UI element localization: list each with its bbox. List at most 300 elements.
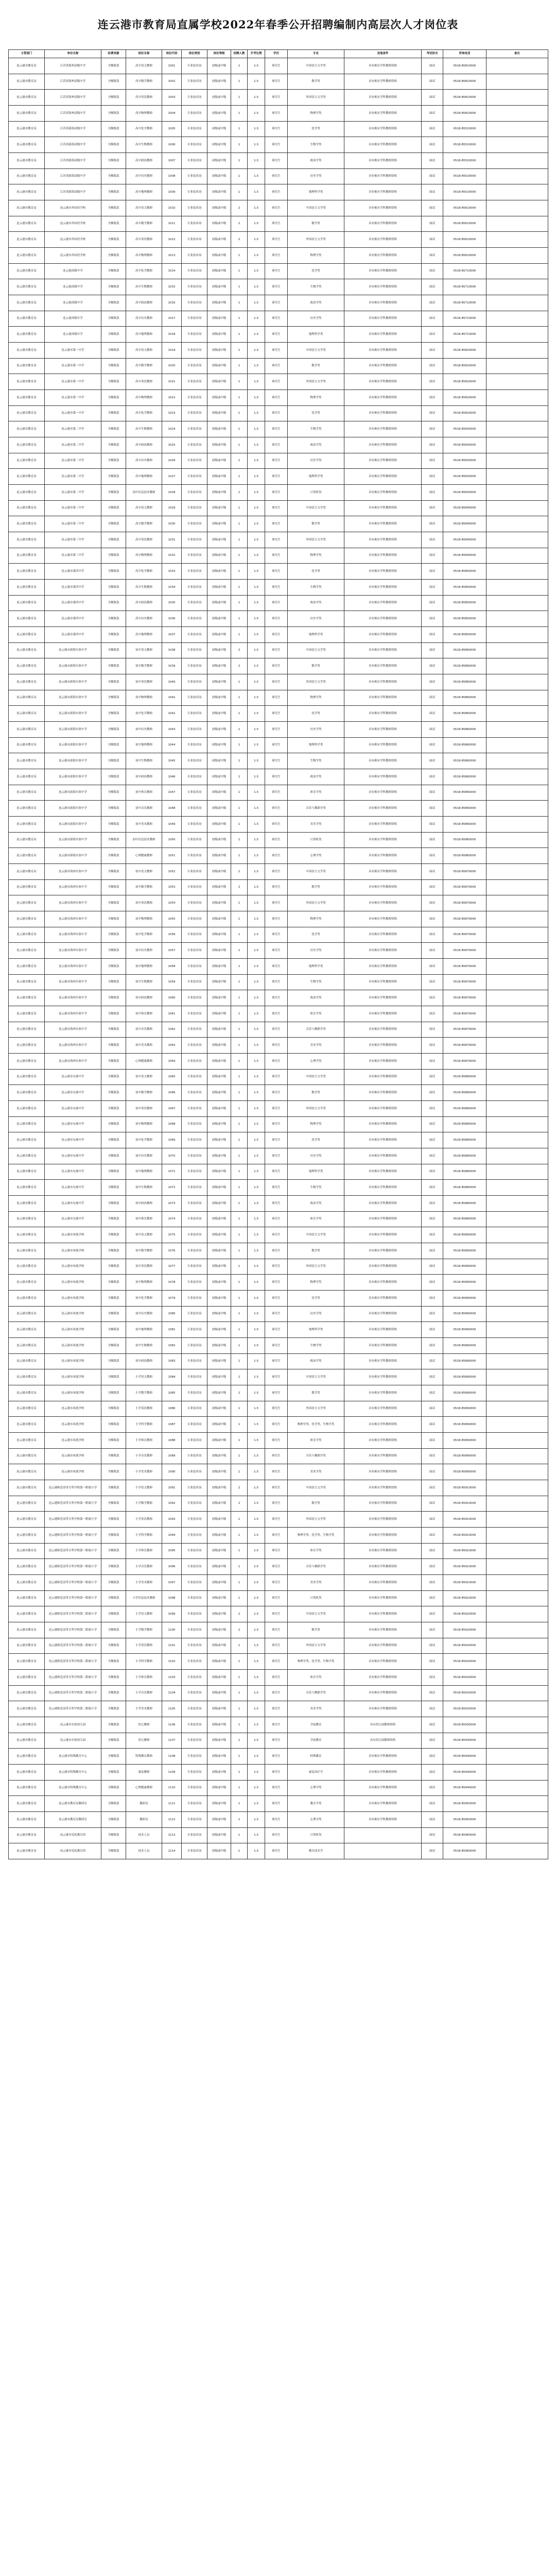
other-cell: 具有相应学科教师资格 — [344, 1227, 422, 1243]
count-cell: 2 — [231, 1480, 248, 1496]
ratio-cell: 1:3 — [248, 1622, 265, 1638]
contact-cell: 0518-85920000 — [443, 1606, 486, 1622]
other-cell: 具有相应学科教师资格 — [344, 1528, 422, 1544]
contact-cell: 0518-85920000 — [443, 1654, 486, 1670]
contact-cell: 0518-85820000 — [443, 343, 486, 359]
employer-cell: 连云港市电化教育馆 — [45, 1843, 101, 1859]
other-cell: 具有相应学科教师资格 — [344, 122, 422, 137]
employer-cell: 连云港市东港中学 — [45, 1117, 101, 1132]
employer-cell: 连云港市东港中学 — [45, 1148, 101, 1164]
post-level-cell: 初级或中级 — [207, 137, 231, 153]
education-cell: 研究生 — [265, 1132, 288, 1148]
post-name-cell: 小学科学教师 — [126, 1654, 162, 1670]
exam-cell: 面试 — [422, 390, 443, 406]
table-row — [9, 580, 548, 596]
remark-cell — [486, 1054, 548, 1070]
education-cell: 研究生 — [265, 706, 288, 722]
remark-cell — [486, 1701, 548, 1717]
exam-cell: 面试 — [422, 1449, 443, 1464]
post-type-cell: 专业技术岗 — [182, 437, 207, 453]
count-cell: 2 — [231, 864, 248, 880]
other-cell: 具有相应学科教师资格 — [344, 1701, 422, 1717]
unit-cell: 连云港市教育局 — [9, 548, 45, 564]
unit-cell: 连云港市教育局 — [9, 1480, 45, 1496]
post-type-cell: 专业技术岗 — [182, 1512, 207, 1528]
count-cell: 1 — [231, 1212, 248, 1227]
contact-cell: 0518-85870000 — [443, 1038, 486, 1054]
post-name-cell: 小学数学教师 — [126, 1496, 162, 1512]
exam-cell: 面试 — [422, 406, 443, 421]
unit-cell: 连云港市教育局 — [9, 1496, 45, 1512]
employer-cell: 连云港高级中学 — [45, 295, 101, 311]
exam-cell: 面试 — [422, 1606, 443, 1622]
table-row — [9, 753, 548, 769]
exam-cell: 面试 — [422, 453, 443, 469]
post-level-cell: 初级或中级 — [207, 374, 231, 390]
other-cell: 具有相应学科教师资格 — [344, 153, 422, 169]
ratio-cell: 1:3 — [248, 1686, 265, 1701]
contact-cell: 0518-85880000 — [443, 1101, 486, 1117]
remark-cell — [486, 1765, 548, 1781]
post-code-cell: 1028 — [162, 485, 182, 501]
unit-cell: 连云港市教育局 — [9, 216, 45, 232]
post-name-cell: 康复教师 — [126, 1765, 162, 1781]
funding-cell: 全额拨款 — [101, 1591, 126, 1606]
contact-cell: 0518-85910000 — [443, 1544, 486, 1559]
exam-cell: 面试 — [422, 1781, 443, 1796]
remark-cell — [486, 106, 548, 122]
remark-cell — [486, 975, 548, 990]
exam-cell: 面试 — [422, 1812, 443, 1828]
count-cell: 1 — [231, 122, 248, 137]
unit-cell: 连云港市教育局 — [9, 1670, 45, 1686]
unit-cell: 连云港市教育局 — [9, 753, 45, 769]
post-type-cell: 专业技术岗 — [182, 1544, 207, 1559]
post-code-cell: 1044 — [162, 738, 182, 753]
post-level-cell: 初级或中级 — [207, 311, 231, 327]
remark-cell — [486, 532, 548, 548]
post-code-cell: 1022 — [162, 390, 182, 406]
count-cell: 1 — [231, 627, 248, 643]
other-cell: 具有相应学科教师资格 — [344, 359, 422, 374]
remark-cell — [486, 216, 548, 232]
funding-cell: 全额拨款 — [101, 343, 126, 359]
funding-cell: 全额拨款 — [101, 216, 126, 232]
major-cell: 政治学类 — [288, 769, 344, 785]
major-cell: 美术学类 — [288, 1464, 344, 1480]
employer-cell: 连云港市东港中学 — [45, 1085, 101, 1101]
count-cell: 1 — [231, 406, 248, 421]
contact-cell: 0518-85920000 — [443, 1622, 486, 1638]
post-type-cell: 专业技术岗 — [182, 453, 207, 469]
post-level-cell: 初级或中级 — [207, 769, 231, 785]
education-cell: 研究生 — [265, 359, 288, 374]
ratio-cell: 1:3 — [248, 1828, 265, 1843]
education-cell: 研究生 — [265, 137, 288, 153]
header-funding: 经费来源 — [101, 50, 126, 58]
table-row — [9, 58, 548, 74]
table-row — [9, 122, 548, 137]
major-cell: 音乐与舞蹈学类 — [288, 1449, 344, 1464]
employer-cell: 连云港市实验幼儿园 — [45, 1733, 101, 1749]
exam-cell: 面试 — [422, 1496, 443, 1512]
major-cell: 美术学类 — [288, 817, 344, 833]
contact-cell: 0518-85870000 — [443, 1022, 486, 1038]
table-row — [9, 1354, 548, 1369]
remark-cell — [486, 658, 548, 674]
funding-cell: 全额拨款 — [101, 1322, 126, 1338]
post-level-cell: 初级或中级 — [207, 1575, 231, 1591]
other-cell: 具有相应学科教师资格 — [344, 1322, 422, 1338]
post-type-cell: 专业技术岗 — [182, 532, 207, 548]
exam-cell: 面试 — [422, 1369, 443, 1385]
remark-cell — [486, 738, 548, 753]
funding-cell: 全额拨款 — [101, 74, 126, 90]
exam-cell: 面试 — [422, 1765, 443, 1781]
exam-cell: 面试 — [422, 1322, 443, 1338]
major-cell: 康复治疗学 — [288, 1765, 344, 1781]
post-level-cell: 初级或中级 — [207, 1544, 231, 1559]
ratio-cell: 1:3 — [248, 1338, 265, 1354]
post-name-cell: 初中物理教师 — [126, 690, 162, 706]
education-cell: 研究生 — [265, 1701, 288, 1717]
contact-cell: 0518-85940000 — [443, 1749, 486, 1765]
post-level-cell: 初级或中级 — [207, 1132, 231, 1148]
ratio-cell: 1:3 — [248, 801, 265, 817]
funding-cell: 全额拨款 — [101, 200, 126, 216]
ratio-cell: 1:3 — [248, 1733, 265, 1749]
post-name-cell: 初中英语教师 — [126, 895, 162, 911]
major-cell: 政治学类 — [288, 1196, 344, 1212]
remark-cell — [486, 1575, 548, 1591]
employer-cell: 连云港市凤凰学校 — [45, 1385, 101, 1401]
post-type-cell: 专业技术岗 — [182, 1843, 207, 1859]
post-code-cell: 1108 — [162, 1749, 182, 1765]
table-row — [9, 1180, 548, 1196]
unit-cell: 连云港市教育局 — [9, 959, 45, 975]
post-code-cell: 1073 — [162, 1196, 182, 1212]
education-cell: 研究生 — [265, 1717, 288, 1733]
major-cell: 美术学类 — [288, 1575, 344, 1591]
unit-cell: 连云港市教育局 — [9, 453, 45, 469]
post-type-cell: 专业技术岗 — [182, 1670, 207, 1686]
contact-cell: 0518-85920000 — [443, 1670, 486, 1686]
ratio-cell: 1:3 — [248, 690, 265, 706]
post-code-cell: 1064 — [162, 1054, 182, 1070]
unit-cell: 连云港市教育局 — [9, 390, 45, 406]
count-cell: 1 — [231, 1401, 248, 1417]
funding-cell: 全额拨款 — [101, 1433, 126, 1449]
post-name-cell: 初中生物教师 — [126, 1338, 162, 1354]
major-cell: 地理科学类 — [288, 627, 344, 643]
employer-cell: 连云港市特殊教育中心 — [45, 1781, 101, 1796]
ratio-cell: 1:3 — [248, 785, 265, 801]
count-cell: 1 — [231, 359, 248, 374]
ratio-cell: 1:3 — [248, 1212, 265, 1227]
major-cell: 生物学类 — [288, 753, 344, 769]
exam-cell: 面试 — [422, 1085, 443, 1101]
unit-cell: 连云港市教育局 — [9, 1449, 45, 1464]
exam-cell: 面试 — [422, 184, 443, 200]
unit-cell: 连云港市教育局 — [9, 1148, 45, 1164]
count-cell: 1 — [231, 580, 248, 596]
major-cell: 历史学类 — [288, 943, 344, 959]
other-cell: 具有相应学科教师资格 — [344, 611, 422, 627]
employer-cell: 连云港市第四中学 — [45, 564, 101, 580]
unit-cell: 连云港市教育局 — [9, 1544, 45, 1559]
post-level-cell: 初级或中级 — [207, 1828, 231, 1843]
post-name-cell: 高中物理教师 — [126, 248, 162, 264]
header-other: 其他条件 — [344, 50, 422, 58]
post-level-cell: 初级或中级 — [207, 1054, 231, 1070]
ratio-cell: 1:3 — [248, 880, 265, 895]
post-name-cell: 小学语文教师 — [126, 1606, 162, 1622]
post-code-cell: 1070 — [162, 1148, 182, 1164]
exam-cell: 面试 — [422, 1591, 443, 1606]
education-cell: 研究生 — [265, 1354, 288, 1369]
employer-cell: 连云港市新海实验中学 — [45, 801, 101, 817]
post-type-cell: 专业技术岗 — [182, 1528, 207, 1544]
post-code-cell: 1001 — [162, 58, 182, 74]
post-code-cell: 1112 — [162, 1812, 182, 1828]
remark-cell — [486, 1070, 548, 1085]
funding-cell: 全额拨款 — [101, 833, 126, 848]
post-name-cell: 初中历史教师 — [126, 1307, 162, 1322]
post-level-cell: 初级或中级 — [207, 801, 231, 817]
ratio-cell: 1:3 — [248, 1132, 265, 1148]
unit-cell: 连云港市教育局 — [9, 1243, 45, 1259]
contact-cell: 0518-85610000 — [443, 248, 486, 264]
post-level-cell: 初级或中级 — [207, 327, 231, 343]
ratio-cell: 1:3 — [248, 753, 265, 769]
unit-cell: 连云港市教育局 — [9, 769, 45, 785]
education-cell: 研究生 — [265, 864, 288, 880]
table-row — [9, 801, 548, 817]
post-type-cell: 专业技术岗 — [182, 753, 207, 769]
unit-cell: 连云港市教育局 — [9, 1101, 45, 1117]
post-name-cell: 初中英语教师 — [126, 674, 162, 690]
education-cell: 研究生 — [265, 1464, 288, 1480]
post-type-cell: 专业技术岗 — [182, 106, 207, 122]
exam-cell: 面试 — [422, 1796, 443, 1812]
employer-cell: 连云港市新海实验中学 — [45, 738, 101, 753]
post-level-cell: 初级或中级 — [207, 722, 231, 738]
post-name-cell: 小学音乐教师 — [126, 1686, 162, 1701]
post-type-cell: 专业技术岗 — [182, 90, 207, 106]
table-row — [9, 374, 548, 390]
major-cell: 学前教育 — [288, 1717, 344, 1733]
table-row — [9, 1275, 548, 1291]
unit-cell: 连云港市教育局 — [9, 580, 45, 596]
post-code-cell: 1111 — [162, 1796, 182, 1812]
education-cell: 研究生 — [265, 848, 288, 864]
unit-cell: 连云港市教育局 — [9, 1717, 45, 1733]
post-name-cell: 初中生物教师 — [126, 1180, 162, 1196]
employer-cell: 连云港市第三中学 — [45, 548, 101, 564]
unit-cell: 连云港市教育局 — [9, 1291, 45, 1307]
unit-cell: 连云港市教育局 — [9, 643, 45, 658]
remark-cell — [486, 1686, 548, 1701]
other-cell: 具有相应学科教师资格 — [344, 216, 422, 232]
post-name-cell: 初中地理教师 — [126, 1164, 162, 1180]
ratio-cell: 1:3 — [248, 106, 265, 122]
unit-cell: 连云港市教育局 — [9, 880, 45, 895]
other-cell: 具有相应学科教师资格 — [344, 232, 422, 248]
exam-cell: 面试 — [422, 1259, 443, 1275]
post-level-cell: 初级或中级 — [207, 184, 231, 200]
remark-cell — [486, 1512, 548, 1528]
post-name-cell: 教研员 — [126, 1812, 162, 1828]
exam-cell: 面试 — [422, 295, 443, 311]
post-name-cell: 初中政治教师 — [126, 990, 162, 1006]
contact-cell: 0518-85950000 — [443, 1812, 486, 1828]
post-type-cell: 专业技术岗 — [182, 58, 207, 74]
education-cell: 研究生 — [265, 959, 288, 975]
contact-cell: 0518-85830000 — [443, 437, 486, 453]
remark-cell — [486, 1781, 548, 1796]
funding-cell: 全额拨款 — [101, 975, 126, 990]
education-cell: 研究生 — [265, 232, 288, 248]
count-cell: 1 — [231, 279, 248, 295]
employer-cell: 连云港市新海实验中学 — [45, 690, 101, 706]
ratio-cell: 1:3 — [248, 1259, 265, 1275]
post-name-cell: 小学美术教师 — [126, 1464, 162, 1480]
employer-cell: 连云港市第二中学 — [45, 485, 101, 501]
contact-cell: 0518-85880000 — [443, 1164, 486, 1180]
major-cell: 外国语言文学类 — [288, 90, 344, 106]
post-name-cell: 初中物理教师 — [126, 1275, 162, 1291]
exam-cell: 面试 — [422, 975, 443, 990]
post-code-cell: 1009 — [162, 184, 182, 200]
exam-cell: 面试 — [422, 643, 443, 658]
other-cell: 具有相应学科教师资格 — [344, 264, 422, 279]
post-type-cell: 专业技术岗 — [182, 1338, 207, 1354]
post-type-cell: 专业技术岗 — [182, 848, 207, 864]
post-code-cell: 1067 — [162, 1101, 182, 1117]
post-name-cell: 初中历史教师 — [126, 943, 162, 959]
exam-cell: 面试 — [422, 927, 443, 943]
unit-cell: 连云港市教育局 — [9, 264, 45, 279]
unit-cell: 连云港市教育局 — [9, 1196, 45, 1212]
other-cell: 具有相应学科教师资格 — [344, 927, 422, 943]
remark-cell — [486, 58, 548, 74]
major-cell: 物理学类 — [288, 106, 344, 122]
post-name-cell: 小学科学教师 — [126, 1417, 162, 1433]
ratio-cell: 1:3 — [248, 437, 265, 453]
table-row — [9, 485, 548, 501]
major-cell: 物理学类 — [288, 1117, 344, 1132]
education-cell: 研究生 — [265, 122, 288, 137]
table-row — [9, 1622, 548, 1638]
contact-cell: 0518-85860000 — [443, 674, 486, 690]
post-type-cell: 专业技术岗 — [182, 1765, 207, 1781]
ratio-cell: 1:3 — [248, 975, 265, 990]
post-name-cell: 初中化学教师 — [126, 1132, 162, 1148]
post-name-cell: 高中英语教师 — [126, 232, 162, 248]
count-cell: 1 — [231, 738, 248, 753]
unit-cell: 连云港市教育局 — [9, 564, 45, 580]
other-cell: 具有相应学科教师资格 — [344, 674, 422, 690]
table-row — [9, 1559, 548, 1575]
unit-cell: 连云港市教育局 — [9, 1575, 45, 1591]
remark-cell — [486, 1638, 548, 1654]
post-name-cell: 高中化学教师 — [126, 122, 162, 137]
table-row — [9, 1038, 548, 1054]
major-cell: 地理科学类 — [288, 738, 344, 753]
post-level-cell: 初级或中级 — [207, 1701, 231, 1717]
remark-cell — [486, 1828, 548, 1843]
education-cell: 研究生 — [265, 564, 288, 580]
other-cell: 具有相应学科教师资格 — [344, 1354, 422, 1369]
major-cell: 外国语言文学类 — [288, 532, 344, 548]
funding-cell: 全额拨款 — [101, 548, 126, 564]
funding-cell: 全额拨款 — [101, 880, 126, 895]
post-type-cell: 专业技术岗 — [182, 1575, 207, 1591]
count-cell: 1 — [231, 548, 248, 564]
table-row — [9, 295, 548, 311]
employer-cell: 连云港市第二中学 — [45, 469, 101, 485]
exam-cell: 面试 — [422, 469, 443, 485]
contact-cell: 0518-85520000 — [443, 169, 486, 184]
post-type-cell: 专业技术岗 — [182, 596, 207, 611]
unit-cell: 连云港市教育局 — [9, 1765, 45, 1781]
other-cell: 具有相应学科教师资格 — [344, 1686, 422, 1701]
header-remark: 备注 — [486, 50, 548, 58]
employer-cell: 连云港市第二中学 — [45, 453, 101, 469]
remark-cell — [486, 501, 548, 516]
post-code-cell: 1110 — [162, 1781, 182, 1796]
ratio-cell: 1:3 — [248, 564, 265, 580]
post-type-cell: 专业技术岗 — [182, 1022, 207, 1038]
post-code-cell: 1061 — [162, 1006, 182, 1022]
ratio-cell: 1:3 — [248, 1781, 265, 1796]
post-type-cell: 专业技术岗 — [182, 975, 207, 990]
major-cell: 体育学类 — [288, 1212, 344, 1227]
post-name-cell: 初中化学教师 — [126, 1291, 162, 1307]
post-level-cell: 初级或中级 — [207, 1196, 231, 1212]
funding-cell: 全额拨款 — [101, 658, 126, 674]
employer-cell: 江苏省海州高级中学 — [45, 90, 101, 106]
ratio-cell: 1:3 — [248, 895, 265, 911]
other-cell: 具有相应学科教师资格 — [344, 374, 422, 390]
education-cell: 研究生 — [265, 1433, 288, 1449]
post-name-cell: 小学体育教师 — [126, 1544, 162, 1559]
table-row — [9, 564, 548, 580]
remark-cell — [486, 1717, 548, 1733]
exam-cell: 面试 — [422, 327, 443, 343]
post-type-cell: 专业技术岗 — [182, 1828, 207, 1843]
post-level-cell: 初级或中级 — [207, 74, 231, 90]
contact-cell: 0518-85890000 — [443, 1338, 486, 1354]
unit-cell: 连云港市教育局 — [9, 627, 45, 643]
employer-cell: 连云港市海州实验中学 — [45, 1022, 101, 1038]
post-type-cell: 专业技术岗 — [182, 485, 207, 501]
employer-cell: 连云港市第二中学 — [45, 437, 101, 453]
unit-cell: 连云港市教育局 — [9, 311, 45, 327]
post-code-cell: 1090 — [162, 1464, 182, 1480]
employer-cell: 连云港市凤凰学校 — [45, 1369, 101, 1385]
exam-cell: 面试 — [422, 817, 443, 833]
funding-cell: 全额拨款 — [101, 1196, 126, 1212]
other-cell: 具有相应学科教师资格 — [344, 753, 422, 769]
other-cell: 具有相应学科教师资格 — [344, 1038, 422, 1054]
contact-cell: 0518-85850000 — [443, 580, 486, 596]
exam-cell: 面试 — [422, 1006, 443, 1022]
ratio-cell: 1:3 — [248, 1085, 265, 1101]
major-cell: 地理科学类 — [288, 469, 344, 485]
exam-cell: 面试 — [422, 1180, 443, 1196]
remark-cell — [486, 1196, 548, 1212]
